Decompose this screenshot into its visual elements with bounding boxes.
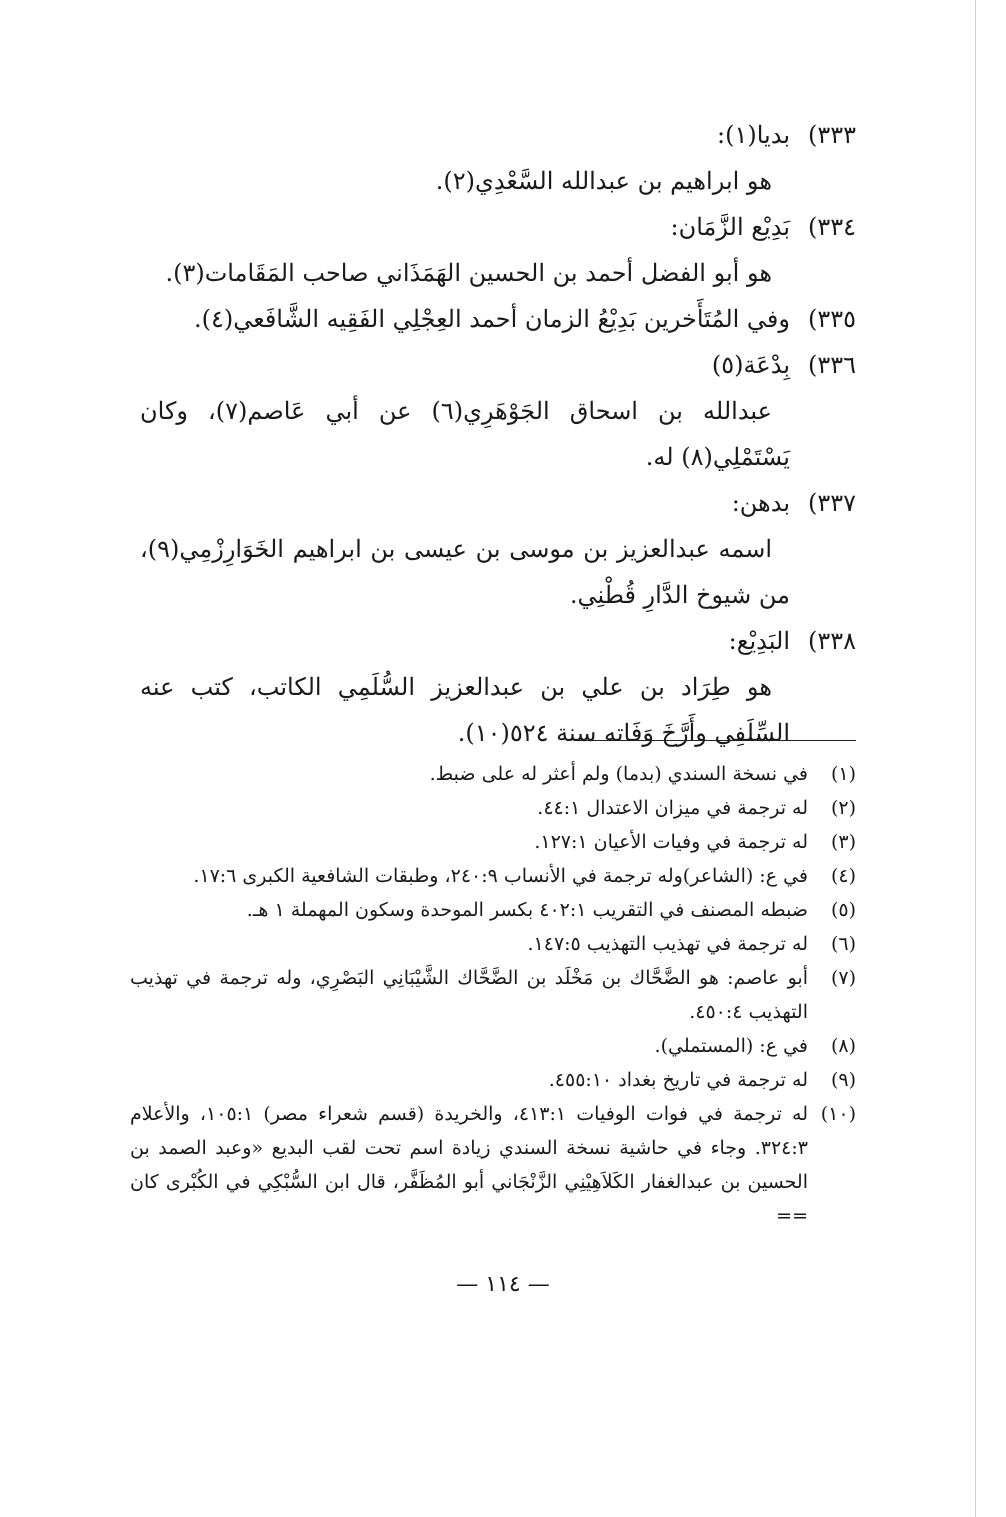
entry-number: ٣٣٧): [807, 489, 856, 517]
main-entries: [140, 112, 856, 756]
entry-text: هو أبو الفضل أحمد بن الحسين الهَمَذَاني صاحب المَقَامات(٣).: [165, 259, 772, 287]
footnote: [130, 1063, 856, 1097]
footnote-text: له ترجمة في وفيات الأعيان ١٢٧:١.: [534, 831, 808, 853]
footnote-number: (١): [830, 763, 856, 785]
footnote-text: ضبطه المصنف في التقريب ٤٠٢:١ بكسر الموحدة وسكون المهملة ١ هـ.: [246, 899, 808, 921]
footnote-number: (٦): [830, 933, 856, 955]
footnote: [130, 791, 856, 825]
footnote: [130, 927, 856, 961]
entry-number: ٣٣٦): [807, 351, 856, 379]
entry: [140, 480, 856, 618]
footnote-text: له ترجمة في ميزان الاعتدال ٤٤:١.: [537, 797, 808, 819]
entry-text: هو طِرَاد بن علي بن عبدالعزيز السُّلَمِي الكاتب، كتب عنه السِّلَفِي وأَرَّخَ وَفَاته سنة ٥٢٤(١٠).: [140, 673, 790, 747]
entry-number: ٣٣٣): [807, 121, 856, 149]
entry: [140, 342, 856, 480]
footnote-number: (٢): [830, 797, 856, 819]
footnotes: [130, 757, 856, 1233]
entry: [140, 112, 856, 204]
footnote-text: في ع: (المستملي).: [654, 1035, 808, 1057]
entry: [140, 204, 856, 296]
footnote-text: له ترجمة في تهذيب التهذيب ١٤٧:٥.: [527, 933, 808, 955]
footnote-number: (٩): [830, 1069, 856, 1091]
footnote-text: أبو عاصم: هو الضَّحَّاك بن مَخْلَد بن الضَّحَّاك الشَّيْبَانِي البَصْرِي، وله ترجمة في تهذيب التهذيب ٤٥٠:٤.: [130, 967, 808, 1023]
entry-number: ٣٣٨): [807, 627, 856, 655]
footnote: [130, 1097, 856, 1233]
entry-heading: بدهن:: [731, 489, 790, 517]
footnote-text: في ع: (الشاعر)وله ترجمة في الأنساب ٢٤٠:٩، وطبقات الشافعية الكبرى ١٧:٦.: [193, 865, 808, 887]
footnote: [130, 893, 856, 927]
entry-heading: البَدِيْع:: [728, 627, 790, 655]
footnote-number: (٨): [830, 1035, 856, 1057]
entry: [140, 618, 856, 756]
entry-heading: وفي المُتَأَخرين بَدِيْعُ الزمان أحمد العِجْلِي الفَقِيه الشَّافَعي(٤).: [193, 305, 790, 333]
entry-number: ٣٣٤): [807, 213, 856, 241]
footnote-number: (٣): [830, 831, 856, 853]
footnote-number: (٤): [830, 865, 856, 887]
footnote-text: في نسخة السندي (بدما) ولم أعثر له على ضبط.: [429, 763, 808, 785]
entry: [140, 296, 856, 342]
entry-heading: بديا(١):: [717, 121, 790, 149]
footnote: [130, 1029, 856, 1063]
footnote-text: له ترجمة في تاريخ بغداد ٤٥٥:١٠.: [548, 1069, 808, 1091]
footnote: [130, 859, 856, 893]
footnote: [130, 825, 856, 859]
footnote-number: (١٠): [820, 1103, 856, 1125]
footnote-number: (٥): [830, 899, 856, 921]
footnote: [130, 757, 856, 791]
entry-heading: بِدْعَة(٥): [711, 351, 790, 379]
footnote-separator: [576, 740, 856, 741]
entry-text: هو ابراهيم بن عبدالله السَّعْدِي(٢).: [435, 167, 772, 195]
entry-number: ٣٣٥): [807, 305, 856, 333]
entry-text: اسمه عبدالعزيز بن موسى بن عيسى بن ابراهيم الخَوَارِزْمِي(٩)، من شيوخ الدَّارِ قُطْنِي.: [140, 535, 790, 609]
page-number: — ١١٤ —: [456, 1272, 550, 1297]
footnote-text: له ترجمة في فوات الوفيات ٤١٣:١، والخريدة (قسم شعراء مصر) ١٠٥:١، والأعلام ٣٢٤:٣. وجاء في حاشية نسخة السندي زيادة اسم تحت لقب البديع «وعبد الصمد بن الحسين بن عبدالغفار الكَلاَهِيْنِي الزَّنْجَاني أبو المُظَفَّر، قال ابن السُّبْكِي في الكُبْرى كان ==: [130, 1103, 808, 1227]
footnote: [130, 961, 856, 1029]
entry-text: عبدالله بن اسحاق الجَوْهَرِي(٦) عن أبي عَاصم(٧)، وكان يَسْتَمْلِي(٨) له.: [140, 397, 790, 471]
entry-heading: بَدِيْع الزَّمَان:: [670, 213, 790, 241]
footnote-number: (٧): [830, 967, 856, 989]
